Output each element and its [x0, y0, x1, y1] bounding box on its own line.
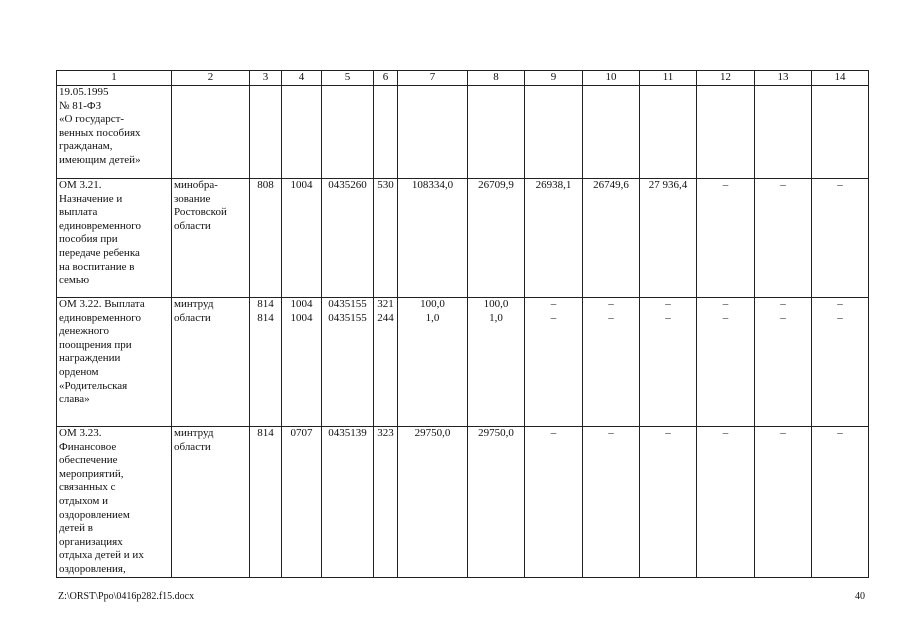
law-reference-line: венных пособиях: [59, 126, 141, 139]
amount-cell: –: [697, 312, 755, 427]
measure-name-cell: [57, 298, 172, 427]
executor-line: минтруд: [174, 298, 214, 310]
executor-line: зование: [174, 192, 211, 205]
amount-cell: –: [525, 312, 583, 427]
amount-cell: –: [697, 298, 755, 313]
executor-cell: [172, 298, 250, 427]
section-code-cell: 1004: [282, 179, 322, 298]
expense-type-cell: 530: [374, 179, 398, 298]
empty-cell: [282, 86, 322, 179]
amount-cell: 26749,6: [583, 179, 640, 298]
column-number: 5: [322, 71, 374, 86]
empty-cell: [583, 86, 640, 179]
empty-cell: [640, 86, 697, 179]
measure-name-cell: [57, 179, 172, 298]
measure-name-cell: [57, 427, 172, 578]
grbs-code-cell: 814: [250, 298, 282, 313]
budget-table: [56, 70, 869, 578]
measure-name-line: награждении: [59, 352, 121, 365]
amount-cell: –: [697, 179, 755, 298]
measure-name-line: слава»: [59, 393, 90, 406]
amount-cell: 108334,0: [398, 179, 468, 298]
amount-cell: –: [812, 312, 869, 427]
empty-cell: [468, 86, 525, 179]
measure-name-line: единовременного: [59, 311, 142, 324]
amount-cell: 27 936,4: [640, 179, 697, 298]
grbs-code-cell: 808: [250, 179, 282, 298]
amount-cell: 1,0: [468, 312, 525, 427]
measure-name-line: оздоровлением: [59, 508, 130, 521]
column-number: 12: [697, 71, 755, 86]
column-number: 6: [374, 71, 398, 86]
measure-name-line: «Родительская: [59, 379, 128, 392]
footer-file-path: Z:\ORST\Ppo\0416p282.f15.docx: [58, 591, 195, 602]
column-number: 1: [57, 71, 172, 86]
measure-name-line: пособия при: [59, 233, 118, 246]
measure-name-line: Финансовое: [59, 440, 117, 453]
amount-cell: –: [583, 427, 640, 578]
column-number: 9: [525, 71, 583, 86]
amount-cell: –: [755, 427, 812, 578]
amount-cell: 26938,1: [525, 179, 583, 298]
measure-name-line: орденом: [59, 365, 99, 378]
grbs-code-cell: 814: [250, 312, 282, 427]
column-number-row: [57, 71, 869, 86]
measure-name-line: отдыха детей и их: [59, 549, 144, 562]
executor-line: области: [174, 311, 211, 324]
empty-cell: [812, 86, 869, 179]
executor-line: области: [174, 219, 211, 232]
page-number: 40: [855, 591, 865, 602]
amount-cell: 1,0: [398, 312, 468, 427]
executor-cell: [172, 179, 250, 298]
target-article-cell: 0435139: [322, 427, 374, 578]
column-number: 7: [398, 71, 468, 86]
target-article-cell: 0435155: [322, 298, 374, 313]
law-reference-line: имеющим детей»: [59, 153, 141, 166]
amount-cell: –: [583, 312, 640, 427]
amount-cell: 26709,9: [468, 179, 525, 298]
table-row-om-3-22-sub1: [57, 298, 869, 313]
amount-cell: –: [640, 427, 697, 578]
measure-name-line: оздоровления,: [59, 562, 126, 575]
amount-cell: –: [755, 312, 812, 427]
executor-line: области: [174, 440, 211, 453]
executor-line: минтруд: [174, 427, 214, 439]
empty-cell: [172, 86, 250, 179]
measure-name-line: семью: [59, 274, 90, 287]
amount-cell: –: [525, 298, 583, 313]
measure-name-line: передаче ребенка: [59, 246, 140, 259]
column-number: 11: [640, 71, 697, 86]
measure-name-line: организациях: [59, 535, 123, 548]
empty-cell: [755, 86, 812, 179]
table-row-om-3-21: [57, 179, 869, 298]
column-number: 10: [583, 71, 640, 86]
column-number: 8: [468, 71, 525, 86]
amount-cell: –: [640, 298, 697, 313]
measure-name-line: мероприятий,: [59, 467, 124, 480]
amount-cell: 29750,0: [468, 427, 525, 578]
measure-name-line: поощрения при: [59, 338, 132, 351]
amount-cell: 100,0: [398, 298, 468, 313]
empty-cell: [374, 86, 398, 179]
executor-cell: [172, 427, 250, 578]
section-code-cell: 1004: [282, 298, 322, 313]
executor-line: минобра-: [174, 179, 218, 191]
measure-name-line: выплата: [59, 206, 98, 219]
measure-name-line: ОМ 3.21.: [59, 179, 102, 191]
empty-cell: [398, 86, 468, 179]
measure-name-line: отдыхом и: [59, 494, 108, 507]
amount-cell: –: [640, 312, 697, 427]
measure-name-line: единовременного: [59, 219, 142, 232]
empty-cell: [250, 86, 282, 179]
column-number: 4: [282, 71, 322, 86]
column-number: 3: [250, 71, 282, 86]
measure-name-line: связанных с: [59, 481, 116, 494]
amount-cell: –: [525, 427, 583, 578]
grbs-code-cell: 814: [250, 427, 282, 578]
law-reference-line: гражданам,: [59, 140, 113, 153]
section-code-cell: 0707: [282, 427, 322, 578]
measure-name-line: на воспитание в: [59, 260, 135, 273]
amount-cell: –: [697, 427, 755, 578]
amount-cell: –: [812, 179, 869, 298]
measure-name-line: ОМ 3.22. Выплата: [59, 298, 145, 310]
measure-name-line: детей в: [59, 522, 93, 535]
amount-cell: –: [755, 179, 812, 298]
empty-cell: [322, 86, 374, 179]
section-code-cell: 1004: [282, 312, 322, 427]
expense-type-cell: 244: [374, 312, 398, 427]
measure-name-line: ОМ 3.23.: [59, 427, 102, 439]
measure-name-line: денежного: [59, 325, 109, 338]
law-reference-line: № 81-ФЗ: [59, 99, 102, 112]
amount-cell: –: [583, 298, 640, 313]
amount-cell: –: [812, 427, 869, 578]
target-article-cell: 0435155: [322, 312, 374, 427]
empty-cell: [525, 86, 583, 179]
column-number: 2: [172, 71, 250, 86]
table-row-om-3-23: [57, 427, 869, 578]
amount-cell: 29750,0: [398, 427, 468, 578]
amount-cell: –: [755, 298, 812, 313]
target-article-cell: 0435260: [322, 179, 374, 298]
law-reference-cell: [57, 86, 172, 179]
expense-type-cell: 321: [374, 298, 398, 313]
column-number: 13: [755, 71, 812, 86]
expense-type-cell: 323: [374, 427, 398, 578]
column-number: 14: [812, 71, 869, 86]
measure-name-line: обеспечение: [59, 454, 118, 467]
measure-name-line: Назначение и: [59, 192, 123, 205]
amount-cell: –: [812, 298, 869, 313]
amount-cell: 100,0: [468, 298, 525, 313]
table-row-law: [57, 86, 869, 179]
executor-line: Ростовской: [174, 206, 227, 219]
law-reference-line: «О государст-: [59, 113, 125, 126]
law-reference-line: 19.05.1995: [59, 86, 109, 98]
empty-cell: [697, 86, 755, 179]
